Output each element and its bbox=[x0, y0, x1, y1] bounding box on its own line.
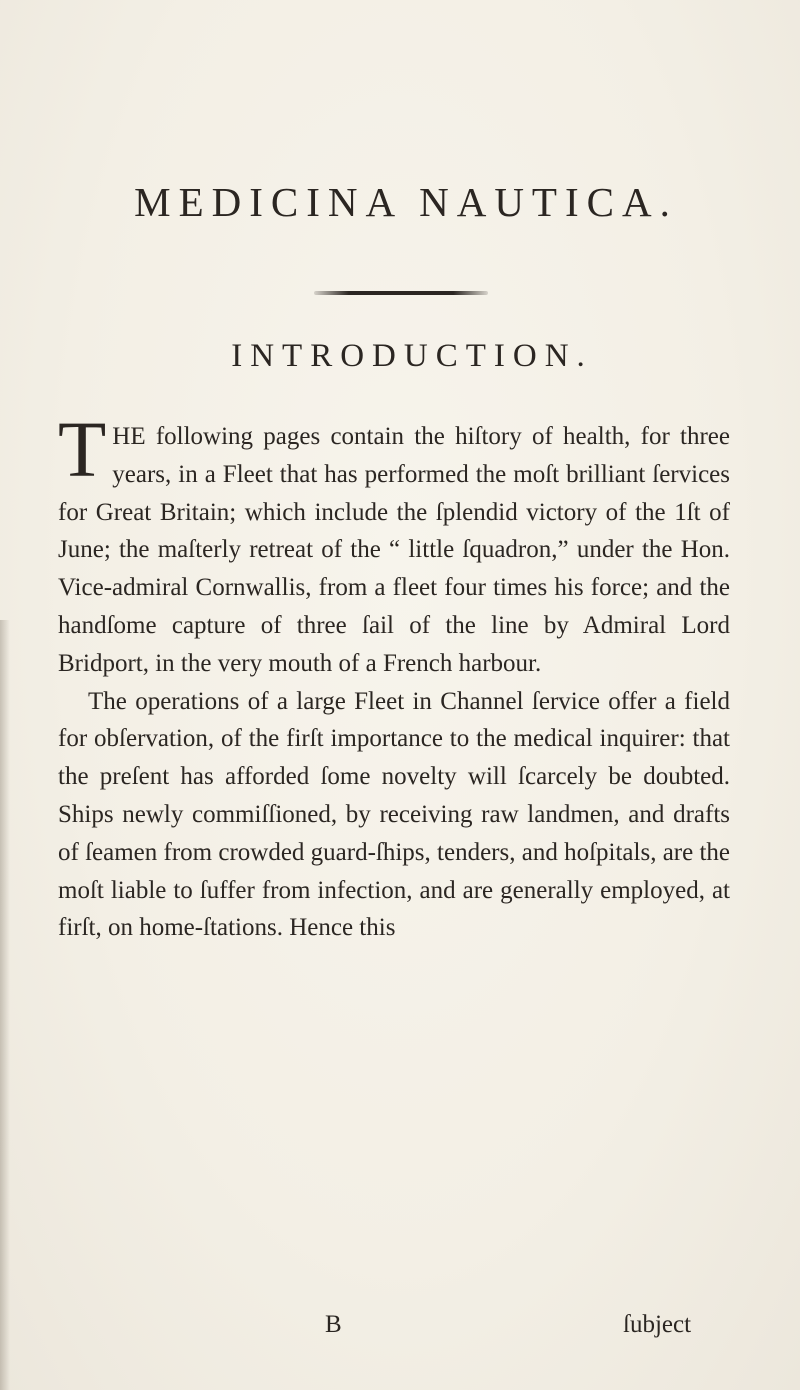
catchword: ſubject bbox=[623, 1311, 692, 1338]
binding-shadow bbox=[0, 620, 10, 1390]
drop-cap: T bbox=[58, 407, 107, 494]
catchline bbox=[0, 1311, 800, 1351]
section-title: INTRODUCTION. bbox=[231, 338, 593, 374]
paragraph-1 bbox=[58, 407, 730, 683]
book-title: MEDICINA NAUTICA. bbox=[134, 179, 678, 225]
paragraph-2: The operations of a large Fleet in Channel ſervice offer a field for obſervation, of the firſt importance to the medical inquirer: that the preſent has afforded ſome novelty will ſcarcely be doubted. Ships newly commiſſioned, by receiving raw landmen, and drafts of ſeamen from crowded guard-ſhips, tenders, and hoſpitals, are the moſt liable to ſuffer from infection, and are generally employed, at firſt, on home-ſtations. Hence this bbox=[58, 687, 730, 942]
body-text bbox=[58, 407, 730, 947]
paragraph-1-text: HE following pages contain the hiſtory of health, for three years, in a Fleet that has performed the moſt brilliant ſervices for Great Britain; which include the ſplendid victory of the 1ſt of June; the maſterly retreat of the “ little ſquadron,” under the Hon. Vice-admiral Cornwallis, from a fleet four times his force; and the handſome capture of three ſail of the line by Admiral Lord Bridport, in the very mouth of a French harbour. bbox=[58, 423, 730, 677]
signature-mark: B bbox=[325, 1311, 342, 1338]
title-rule bbox=[314, 291, 488, 295]
